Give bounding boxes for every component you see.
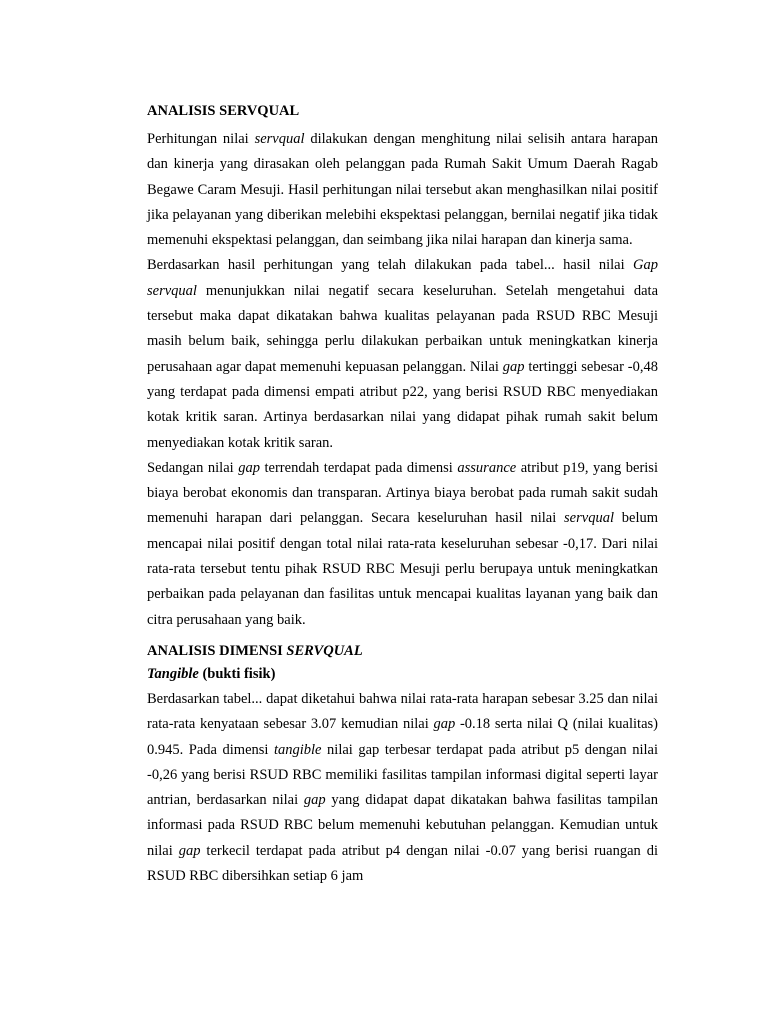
text: Berdasarkan tabel... dapat diketahui bahwa nilai rata-rata harapan sebesar 3.25 dan nilai rata-rata kenyataan sebesar 3.07 kemudian nilai xyxy=(147,690,658,733)
paragraph-tangible xyxy=(147,687,658,889)
text: nilai gap terbesar terdapat pada atribut p5 dengan nilai -0,26 yang berisi RSUD RBC memiliki fasilitas tampilan informasi digital seperti layar antrian, berdasarkan nilai xyxy=(147,741,658,809)
italic-term: tangible xyxy=(273,741,322,758)
italic-term: SERVQUAL xyxy=(286,642,363,659)
text: tertinggi sebesar -0,48 yang terdapat pada dimensi empati atribut p22, yang berisi RSUD RBC menyediakan kotak kritik saran. Artinya berdasarkan nilai yang didapat pihak rumah sakit belum menyediakan kotak kritik saran. xyxy=(147,358,658,451)
text: menunjukkan nilai negatif secara keseluruhan. Setelah mengetahui data tersebut maka dapat dikatakan bahwa kualitas pelayanan pada RSUD RBC Mesuji masih belum baik, sehingga perlu dilakukan perbaikan untuk meningkatkan kinerja perusahaan agar dapat memenuhi kepuasan pelanggan. Nilai xyxy=(147,282,658,375)
text: ANALISIS DIMENSI xyxy=(147,642,287,659)
italic-term: gap xyxy=(433,716,456,733)
text: -0.18 serta nilai Q (nilai kualitas) 0.945. Pada dimensi xyxy=(147,716,658,758)
italic-term: Tangible xyxy=(147,665,199,682)
text: terkecil terdapat pada atribut p4 dengan nilai -0.07 yang berisi ruangan di RSUD RBC dibersihkan setiap 6 jam xyxy=(147,842,658,885)
italic-term: servqual xyxy=(254,131,305,147)
italic-term: servqual xyxy=(564,510,614,527)
text: dilakukan dengan menghitung nilai selisih antara harapan dan kinerja yang dirasakan oleh pelanggan pada Rumah Sakit Umum Daerah Ragab Begawe Caram Mesuji. Hasil perhitungan nilai tersebut akan menghasilkan nilai positif jika pelayanan yang diberikan melebihi ekspektasi pelanggan, bernilai negatif jika tidak memenuhi ekspektasi pelanggan, dan seimbang jika nilai harapan dan kinerja sama. xyxy=(147,131,659,249)
section-title-dimensi xyxy=(147,641,658,661)
italic-term: gap xyxy=(238,459,260,476)
subsection-title-tangible xyxy=(147,663,658,685)
text: terrendah terdapat pada dimensi xyxy=(259,459,458,476)
text: Perhitungan nilai xyxy=(147,131,255,147)
text: atribut p19, yang berisi biaya berobat ekonomis dan transparan. Artinya biaya berobat pada rumah sakit sudah memenuhi harapan dari pelanggan. Secara keseluruhan hasil nilai xyxy=(147,459,658,527)
italic-term: gap xyxy=(502,358,525,375)
paragraph-gap-result xyxy=(147,253,658,455)
italic-term: gap xyxy=(178,842,201,859)
section-title-servqual: ANALISIS SERVQUAL xyxy=(147,103,300,119)
text: (bukti fisik) xyxy=(198,665,276,682)
text: yang didapat dapat dikatakan bahwa fasilitas tampilan informasi pada RSUD RBC belum memenuhi kebutuhan pelanggan. Kemudian untuk nilai xyxy=(147,792,658,859)
paragraph-servqual-intro xyxy=(147,127,658,253)
italic-term: gap xyxy=(303,792,326,809)
italic-term: assurance xyxy=(457,459,517,476)
text: belum mencapai nilai positif dengan total nilai rata-rata keseluruhan sebesar -0,17. Dari nilai rata-rata tersebut tentu pihak RSUD RBC Mesuji perlu berupaya untuk meningkatkan perbaikan pada pelayanan dan fasilitas untuk mencapai kualitas layanan yang baik dan citra perusahaan yang baik. xyxy=(147,510,659,628)
paragraph-lowest-gap xyxy=(147,456,658,633)
italic-term: Gap servqual xyxy=(147,257,658,299)
text: Sedangan nilai xyxy=(147,459,239,476)
text: Berdasarkan hasil perhitungan yang telah dilakukan pada tabel... hasil nilai xyxy=(147,257,634,274)
